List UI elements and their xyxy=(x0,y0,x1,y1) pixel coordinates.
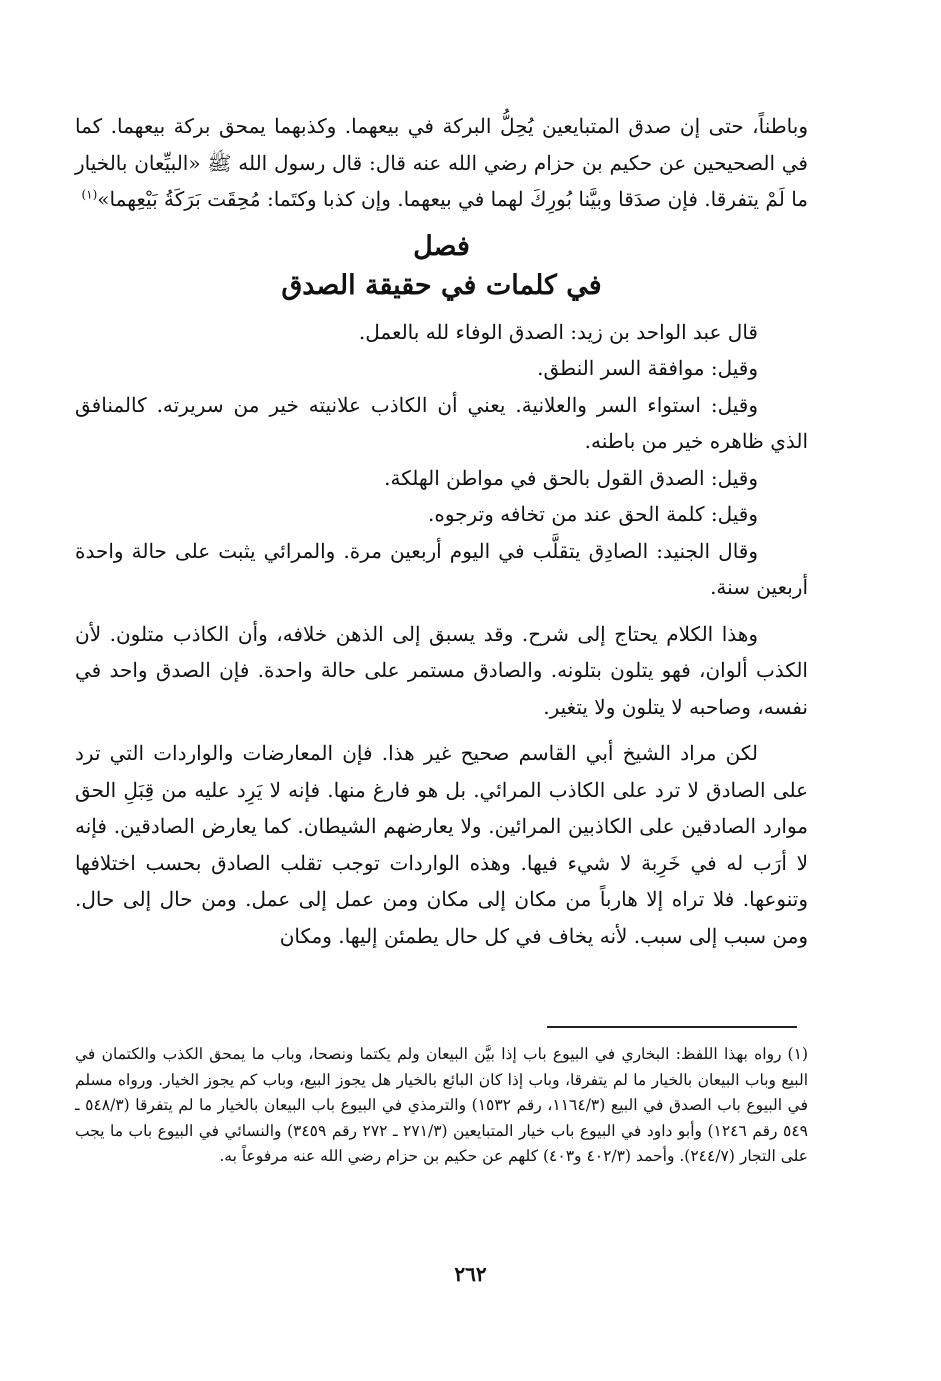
section-subheading: في كلمات في حقيقة الصدق xyxy=(281,269,602,301)
saying-truth-in-peril: وقيل: الصدق القول بالحق في مواطن الهلكة. xyxy=(384,465,758,490)
footnote-number: (١) xyxy=(787,1045,808,1063)
saying-junayd: وقال الجنيد: الصادِق يتقلَّب في اليوم أربعين مرة. والمرائي يثبت على حالة واحدة أربعين سنة. xyxy=(75,538,808,599)
footnote-item xyxy=(75,1042,808,1170)
footnote-divider xyxy=(547,1026,797,1028)
saying-word-of-truth: وقيل: كلمة الحق عند من تخافه وترجوه. xyxy=(428,502,758,526)
page-number: ٢٦٢ xyxy=(454,1262,487,1286)
intro-paragraph-text: وباطناً، حتى إن صدق المتبايعين يُحِلُّ البركة في بيعهما. وكذبهما يمحق بركة بيعهما. كما في الصحيحين عن حكيم بن حزام رضي الله عنه قال: قال رسول الله ﷺ «البيِّعان بالخيار ما لَمْ يتفرقا. فإن صدَقا وبيَّنا بُورِكَ لهما في بيعهما. وإن كذبا وكتَما: مُحِقَت بَرَكَةُ بَيْعِهما» xyxy=(75,114,808,211)
intro-paragraph xyxy=(75,108,808,218)
footnote-text: رواه بهذا اللفظ: البخاري في البيوع باب إذا بيَّن البيعان ولم يكتما ونصحا، وباب ما يمحق الكذب والكتمان في البيع وباب البيعان بالخيار ما لم يتفرقا، وباب إذا كان البائع بالخيار هل يجوز البيع، وباب كم يجوز الخيار. ورواه مسلم في البيوع باب الصدق في البيع (١١٦٤/٣، رقم ١٥٣٢) والترمذي في البيوع باب البيعان بالخيار ما لم يتفرقا (٥٤٨/٣ ـ ٥٤٩ رقم ١٢٤٦) وأبو داود في البيوع باب خيار المتبايعين (٢٧١/٣ ـ ٢٧٢ رقم ٣٤٥٩) والنسائي في البيوع باب ما يجب على التجار (٢٤٤/٧). وأحمد (٤٠٢/٣ و٤٠٣) كلهم عن حكيم بن حزام رضي الله عنه مرفوعاً به. xyxy=(75,1045,808,1165)
saying-abd-al-wahid: قال عبد الواحد بن زيد: الصدق الوفاء لله بالعمل. xyxy=(358,319,758,344)
page-body xyxy=(75,108,808,964)
footnote-reference: (١) xyxy=(81,187,98,202)
section-heading: فصل xyxy=(413,230,470,262)
paragraph-explanation: وهذا الكلام يحتاج إلى شرح. وقد يسبق إلى الذهن خلافه، وأن الكاذب متلون. لأن الكذب ألوان، فهو يتلون بتلونه. والصادق مستمر على حالة واحدة. فإن الصدق واحد في نفسه، وصاحبه لا يتلون ولا يتغير. xyxy=(75,621,808,719)
saying-secret-speech: وقيل: موافقة السر النطق. xyxy=(537,356,758,380)
saying-secret-public: وقيل: استواء السر والعلانية. يعني أن الكاذب علانيته خير من سريرته. كالمنافق الذي ظاهره خير من باطنه. xyxy=(75,392,808,453)
paragraph-abu-al-qasim: لكن مراد الشيخ أبي القاسم صحيح غير هذا. فإن المعارضات والواردات التي ترد على الصادق لا ترد على الكاذب المرائي. بل هو فارغ منها. فإنه لا يَرِد عليه من قِبَلِ الحق موارد الصادقين على الكاذبين المرائين. ولا يعارضهم الشيطان. كما يعارض الصادقين. فإنه لا أرَب له في خَرِبة لا شيء فيها. وهذه الواردات توجب تقلب الصادق بحسب اختلافها وتنوعها. فلا تراه إلا هارباً من مكان إلى مكان ومن عمل إلى عمل. ومن حال إلى حال. ومن سبب إلى سبب. لأنه يخاف في كل حال يطمئن إليها. ومكان xyxy=(75,741,809,948)
footnotes xyxy=(75,1042,808,1170)
